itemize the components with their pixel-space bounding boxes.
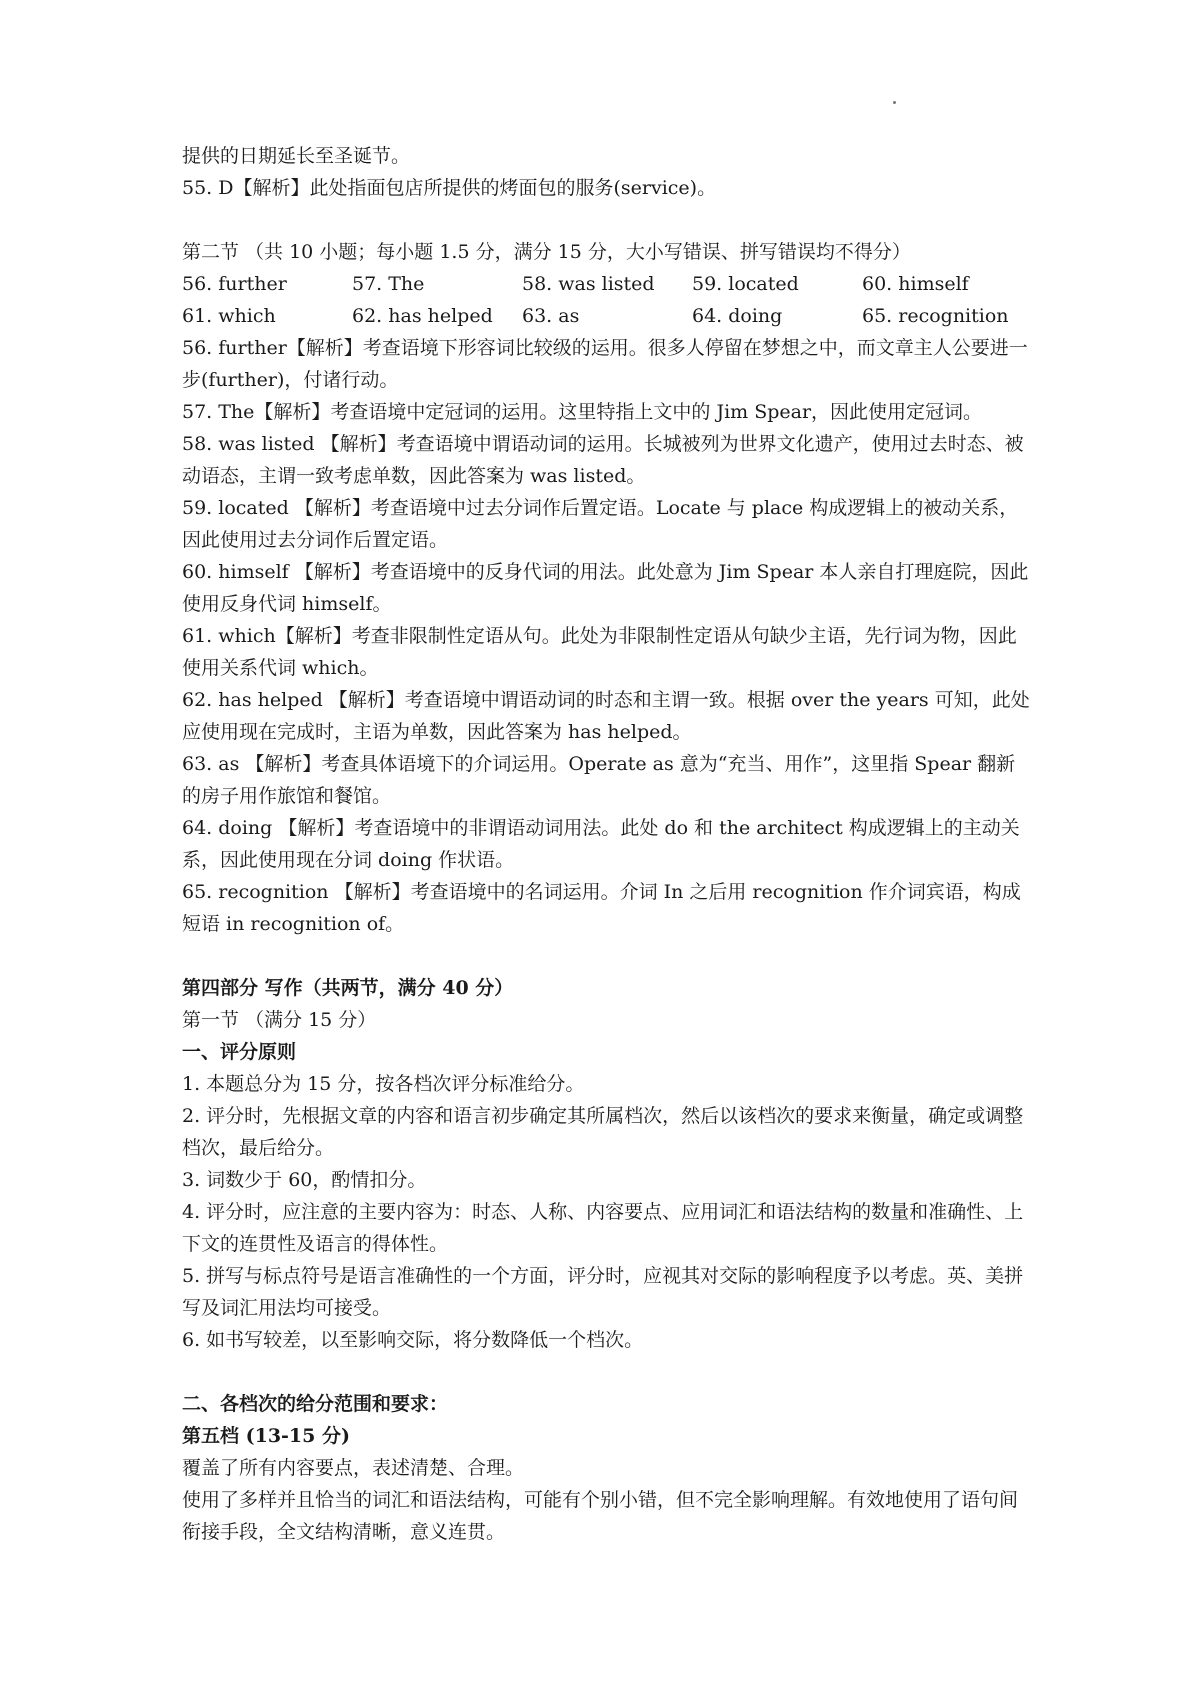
- part4-section1-title: 第一节 （满分 15 分）: [182, 1009, 377, 1031]
- principle-2: 2. 评分时，先根据文章的内容和语言初步确定其所属档次，然后以该档次的要求来衡量，确定或调整档次，最后给分。: [182, 1105, 1024, 1159]
- explanation-61: 61. which【解析】考查非限制性定语从句。此处为非限制性定语从句缺少主语，先行词为物，因此使用关系代词 which。: [182, 625, 1017, 679]
- answer-59: 59. located: [692, 273, 799, 295]
- answer-58: 58. was listed: [522, 273, 655, 295]
- answer-61: 61. which: [182, 305, 276, 327]
- answer-56: 56. further: [182, 273, 287, 295]
- answer-key-row-2: [182, 300, 1032, 332]
- explanation-60: 60. himself 【解析】考查语境中的反身代词的用法。此处意为 Jim Spear 本人亲自打理庭院，因此使用反身代词 himself。: [182, 561, 1029, 615]
- explanation-59: 59. located 【解析】考查语境中过去分词作后置定语。Locate 与 place 构成逻辑上的被动关系，因此使用过去分词作后置定语。: [182, 497, 1019, 551]
- continued-text: 提供的日期延长至圣诞节。: [182, 145, 411, 167]
- answer-65: 65. recognition: [862, 305, 1009, 327]
- document-page: [182, 140, 1032, 1548]
- score-levels-heading: 二、各档次的给分范围和要求：: [182, 1393, 449, 1415]
- explanation-65: 65. recognition 【解析】考查语境中的名词运用。介词 In 之后用 recognition 作介词宾语，构成短语 in recognition of。: [182, 881, 1021, 935]
- level-5-heading: 第五档 (13-15 分): [182, 1425, 350, 1447]
- explanation-58: 58. was listed 【解析】考查语境中谓语动词的运用。长城被列为世界文化遗产，使用过去时态、被动语态，主谓一致考虑单数，因此答案为 was listed。: [182, 433, 1024, 487]
- principle-6: 6. 如书写较差，以至影响交际，将分数降低一个档次。: [182, 1329, 644, 1351]
- principle-5: 5. 拼写与标点符号是语言准确性的一个方面，评分时，应视其对交际的影响程度予以考虑。英、美拼写及词汇用法均可接受。: [182, 1265, 1024, 1319]
- explanation-62: 62. has helped 【解析】考查语境中谓语动词的时态和主谓一致。根据 over the years 可知，此处应使用现在完成时，主语为单数，因此答案为 has helped。: [182, 689, 1030, 743]
- answer-64: 64. doing: [692, 305, 783, 327]
- answer-63: 63. as: [522, 305, 580, 327]
- principle-1: 1. 本题总分为 15 分，按各档次评分标准给分。: [182, 1073, 585, 1095]
- answer-62: 62. has helped: [352, 305, 493, 327]
- principle-4: 4. 评分时，应注意的主要内容为：时态、人称、内容要点、应用词汇和语法结构的数量和准确性、上下文的连贯性及语言的得体性。: [182, 1201, 1024, 1255]
- explanation-64: 64. doing 【解析】考查语境中的非谓语动词用法。此处 do 和 the architect 构成逻辑上的主动关系，因此使用现在分词 doing 作状语。: [182, 817, 1020, 871]
- answer-key-row-1: [182, 268, 1032, 300]
- answer-57: 57. The: [352, 273, 425, 295]
- principle-3: 3. 词数少于 60，酌情扣分。: [182, 1169, 427, 1191]
- explanation-57: 57. The【解析】考查语境中定冠词的运用。这里特指上文中的 Jim Spear，因此使用定冠词。: [182, 401, 983, 423]
- answer-60: 60. himself: [862, 273, 969, 295]
- answer-55-explanation: 55. D【解析】此处指面包店所提供的烤面包的服务(service)。: [182, 177, 717, 199]
- section2-header: 第二节 （共 10 小题；每小题 1.5 分，满分 15 分，大小写错误、拼写错误均不得分）: [182, 241, 911, 263]
- scoring-principles-heading: 一、评分原则: [182, 1041, 297, 1063]
- explanation-56: 56. further【解析】考查语境下形容词比较级的运用。很多人停留在梦想之中，而文章主人公要进一步(further)，付诸行动。: [182, 337, 1028, 391]
- level-5-criteria-1: 覆盖了所有内容要点，表述清楚、合理。: [182, 1457, 525, 1479]
- part4-title: 第四部分 写作（共两节，满分 40 分）: [182, 977, 514, 999]
- level-5-criteria-2: 使用了多样并且恰当的词汇和语法结构，可能有个别小错，但不完全影响理解。有效地使用了语句间衔接手段，全文结构清晰，意义连贯。: [182, 1489, 1019, 1543]
- explanation-63: 63. as 【解析】考查具体语境下的介词运用。Operate as 意为“充当、用作”，这里指 Spear 翻新的房子用作旅馆和餐馆。: [182, 753, 1016, 807]
- scan-speck: [893, 101, 896, 104]
